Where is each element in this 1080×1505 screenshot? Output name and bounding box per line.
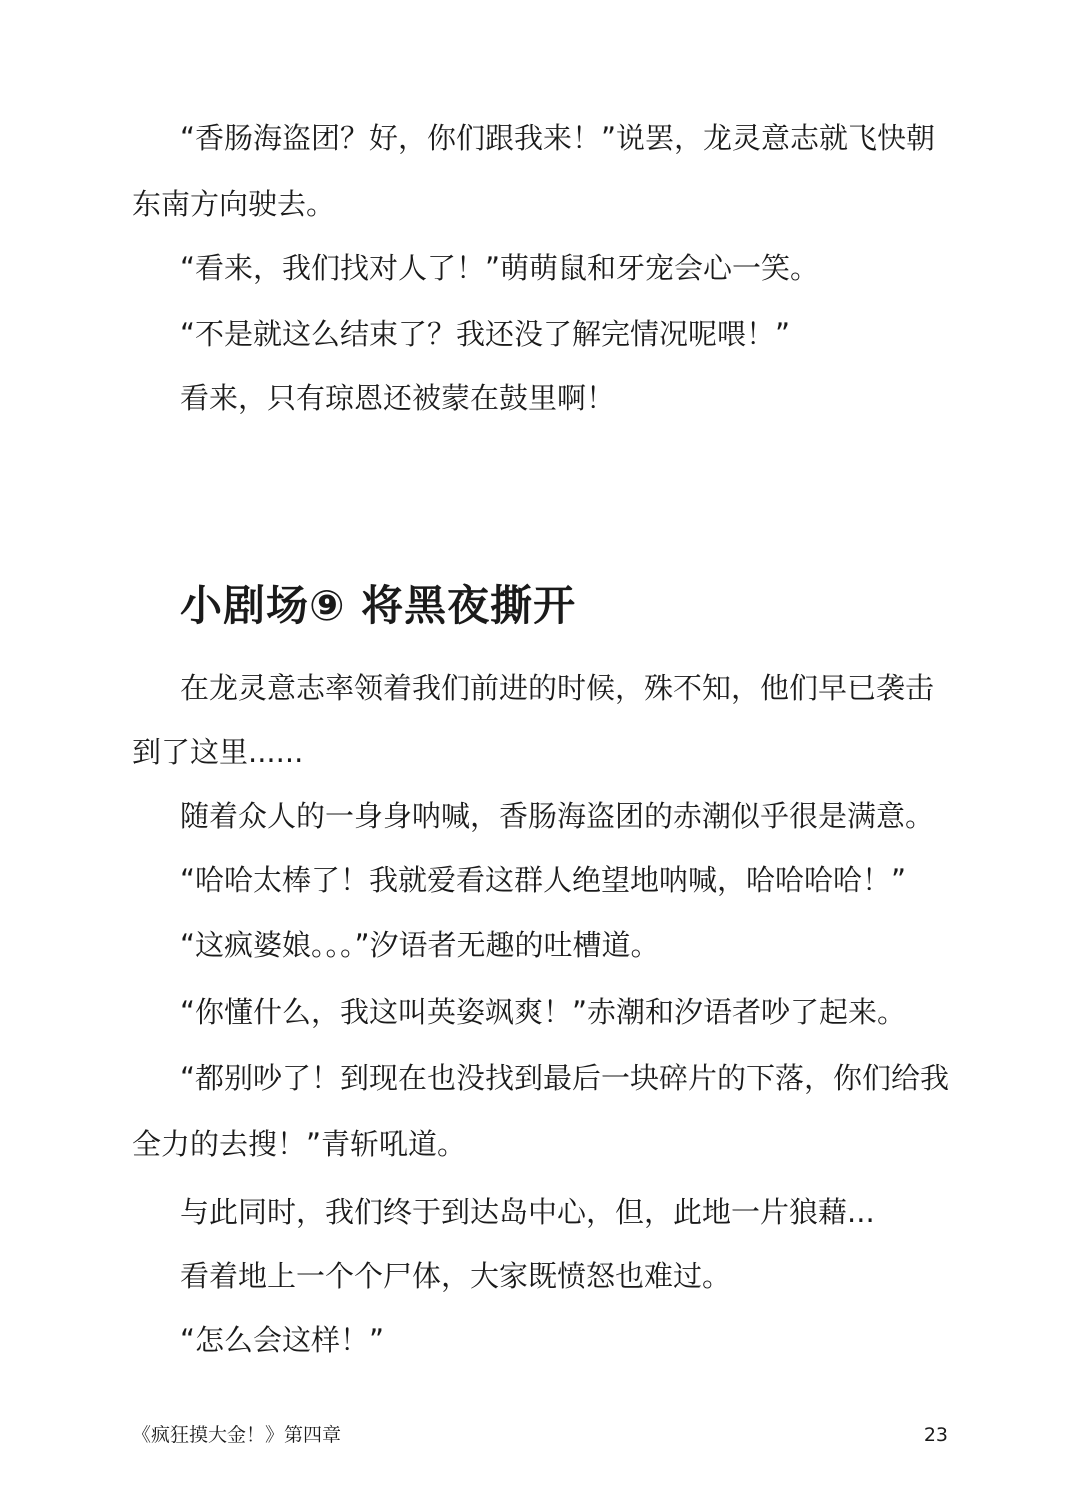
paragraph-line: 看着地上一个个尸体，大家既愤怒也难过。: [180, 1259, 732, 1293]
paragraph-line: “怎么会这样！”: [180, 1323, 385, 1357]
paragraph-line: “看来，我们找对人了！”萌萌鼠和牙宠会心一笑。: [180, 251, 820, 285]
paragraph-line: 随着众人的一身身呐喊，香肠海盗团的赤潮似乎很是满意。: [180, 799, 935, 833]
paragraph-line: 看来，只有琼恩还被蒙在鼓里啊！: [180, 381, 616, 415]
paragraph-line: 与此同时，我们终于到达岛中心，但，此地一片狼藉...: [180, 1195, 875, 1229]
paragraph-line: “都别吵了！到现在也没找到最后一块碎片的下落，你们给我: [180, 1061, 950, 1095]
paragraph-line: 在龙灵意志率领着我们前进的时候，殊不知，他们早已袭击: [180, 671, 935, 705]
paragraph-line: 东南方向驶去。: [132, 187, 336, 221]
paragraph-line: “这疯婆娘。。。”汐语者无趣的吐槽道。: [180, 928, 660, 962]
footer-page-number: 23: [923, 1424, 948, 1446]
paragraph-line: “你懂什么，我这叫英姿飒爽！”赤潮和汐语者吵了起来。: [180, 995, 907, 1029]
section-heading: 小剧场⑨ 将黑夜撕开: [180, 581, 577, 630]
paragraph-line: “不是就这么结束了？我还没了解完情况呢喂！”: [180, 317, 791, 351]
footer-book-title: 《疯狂摸大金！》第四章: [132, 1424, 342, 1446]
paragraph-line: “香肠海盗团？好，你们跟我来！”说罢，龙灵意志就飞快朝: [180, 121, 936, 155]
paragraph-line: 全力的去搜！”青斩吼道。: [132, 1127, 467, 1161]
paragraph-line: “哈哈太棒了！我就爱看这群人绝望地呐喊，哈哈哈哈！”: [180, 863, 907, 897]
paragraph-line: 到了这里......: [132, 735, 304, 769]
